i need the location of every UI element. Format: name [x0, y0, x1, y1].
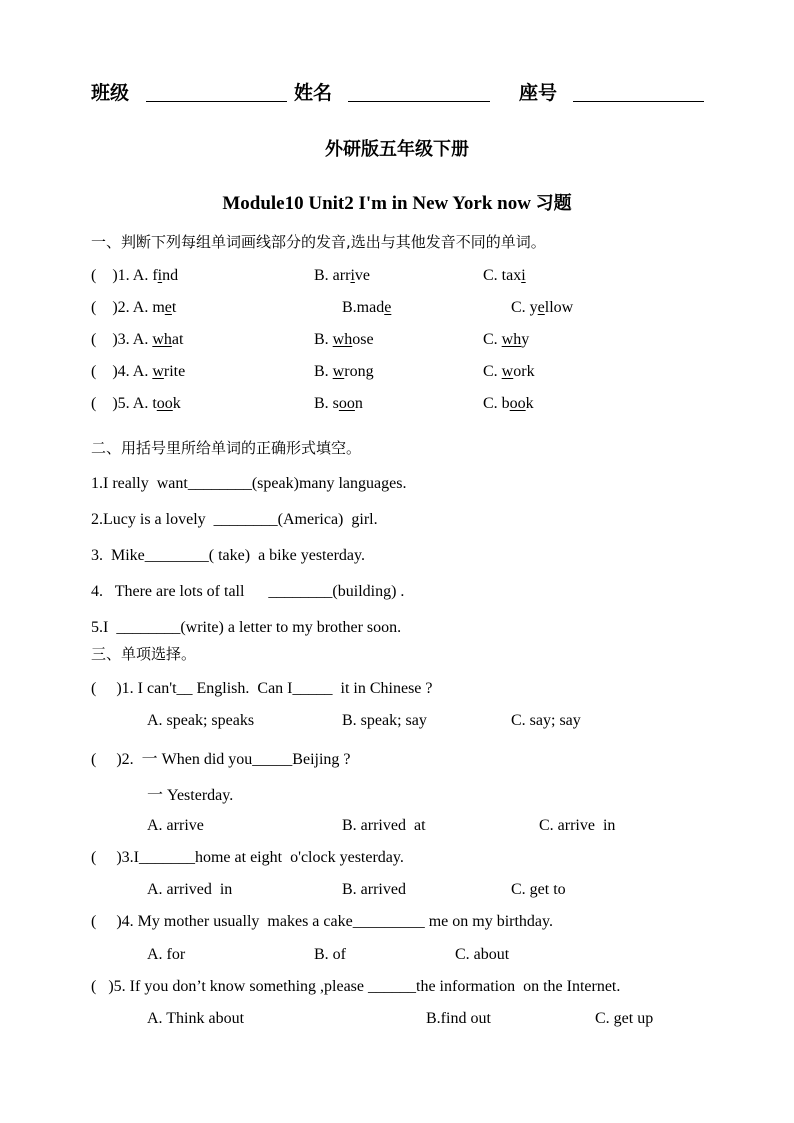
phonics-item-5-option-b: B. soon [314, 395, 363, 412]
mc-q3-option-c: C. get to [511, 881, 566, 898]
phonics-item-2-option-c: C. yellow [511, 299, 574, 316]
fill-item-4: 4. There are lots of tall ________(building) . [91, 583, 405, 600]
seat-label: 座号 [519, 82, 558, 104]
phonics-item-4-option-b: B. wrong [314, 363, 374, 380]
underlined-sound: e [537, 299, 545, 316]
underlined-sound: e [164, 299, 172, 316]
phonics-item-1-option-c: C. taxi [483, 267, 526, 284]
fill-item-2: 2.Lucy is a lovely ________(America) girl. [91, 511, 378, 528]
phonics-item-5-option-a: ( )5. A. took [91, 395, 181, 412]
seat-field[interactable] [573, 101, 704, 102]
mc-q1-option-c: C. say; say [511, 712, 581, 729]
mc-q2-option-c: C. arrive in [539, 817, 616, 834]
underlined-sound: wh [152, 331, 172, 348]
mc-q1-option-b: B. speak; say [342, 712, 427, 729]
phonics-item-1-option-b: B. arrive [314, 267, 370, 284]
phonics-item-2-option-a: ( )2. A. met [91, 299, 177, 316]
phonics-item-3-option-c: C. why [483, 331, 530, 348]
phonics-item-1-option-a: ( )1. A. find [91, 267, 179, 284]
mc-q4-option-b: B. of [314, 946, 346, 963]
underlined-sound: e [384, 299, 392, 316]
underlined-sound: wh [501, 331, 522, 348]
mc-q5-option-c: C. get up [595, 1010, 654, 1027]
mc-q1-option-a: A. speak; speaks [147, 712, 255, 729]
mc-q2-reply: 一 Yesterday. [147, 787, 234, 804]
underlined-sound: oo [338, 395, 355, 412]
underlined-sound: w [332, 363, 345, 380]
mc-q2-option-b: B. arrived at [342, 817, 426, 834]
underlined-sound: wh [332, 331, 353, 348]
mc-question-1: ( )1. I can't__ English. Can I_____ it in Chinese ? [91, 680, 433, 697]
title-en [0, 189, 794, 215]
phonics-item-3-option-a: ( )3. A. what [91, 331, 184, 348]
mc-q5-option-b: B.find out [426, 1010, 491, 1027]
phonics-item-2-option-b: B.made [342, 299, 392, 316]
mc-question-5: ( )5. If you don’t know something ,please ______the information on the Internet. [91, 978, 621, 995]
underlined-sound: w [501, 363, 514, 380]
mc-q5-option-a: A. Think about [147, 1010, 245, 1027]
class-label: 班级 [91, 82, 130, 104]
section1-heading: 一、判断下列每组单词画线部分的发音,选出与其他发音不同的单词。 [91, 233, 546, 251]
phonics-item-4-option-c: C. work [483, 363, 535, 380]
title-cn: 外研版五年级下册 [325, 139, 469, 160]
title-en-main: Module10 Unit2 I'm in New York now [222, 193, 531, 214]
mc-question-4: ( )4. My mother usually makes a cake_________ me on my birthday. [91, 913, 553, 930]
title-en-suffix: 习题 [535, 193, 572, 214]
class-field[interactable] [146, 101, 287, 102]
fill-item-5: 5.I ________(write) a letter to my brother soon. [91, 619, 402, 636]
underlined-sound: oo [156, 395, 173, 412]
underlined-sound: i [521, 267, 526, 284]
phonics-item-5-option-c: C. book [483, 395, 534, 412]
mc-q3-option-b: B. arrived [342, 881, 406, 898]
name-label: 姓名 [294, 82, 333, 104]
mc-question-3: ( )3.I_______home at eight o'clock yesterday. [91, 849, 404, 866]
underlined-sound: w [152, 363, 164, 380]
mc-q2-option-a: A. arrive [147, 817, 204, 834]
section2-heading: 二、用括号里所给单词的正确形式填空。 [91, 439, 362, 457]
fill-item-3: 3. Mike________( take) a bike yesterday. [91, 547, 365, 564]
phonics-item-4-option-a: ( )4. A. write [91, 363, 186, 380]
mc-q4-option-c: C. about [455, 946, 510, 963]
phonics-item-3-option-b: B. whose [314, 331, 374, 348]
name-field[interactable] [348, 101, 490, 102]
underlined-sound: i [157, 267, 163, 284]
fill-item-1: 1.I really want________(speak)many languages. [91, 475, 407, 492]
mc-question-2: ( )2. 一 When did you_____Beijing ? [91, 751, 351, 768]
mc-q3-option-a: A. arrived in [147, 881, 233, 898]
mc-q4-option-a: A. for [147, 946, 186, 963]
section3-heading: 三、单项选择。 [91, 645, 197, 663]
underlined-sound: oo [509, 395, 526, 412]
underlined-sound: i [350, 267, 355, 284]
